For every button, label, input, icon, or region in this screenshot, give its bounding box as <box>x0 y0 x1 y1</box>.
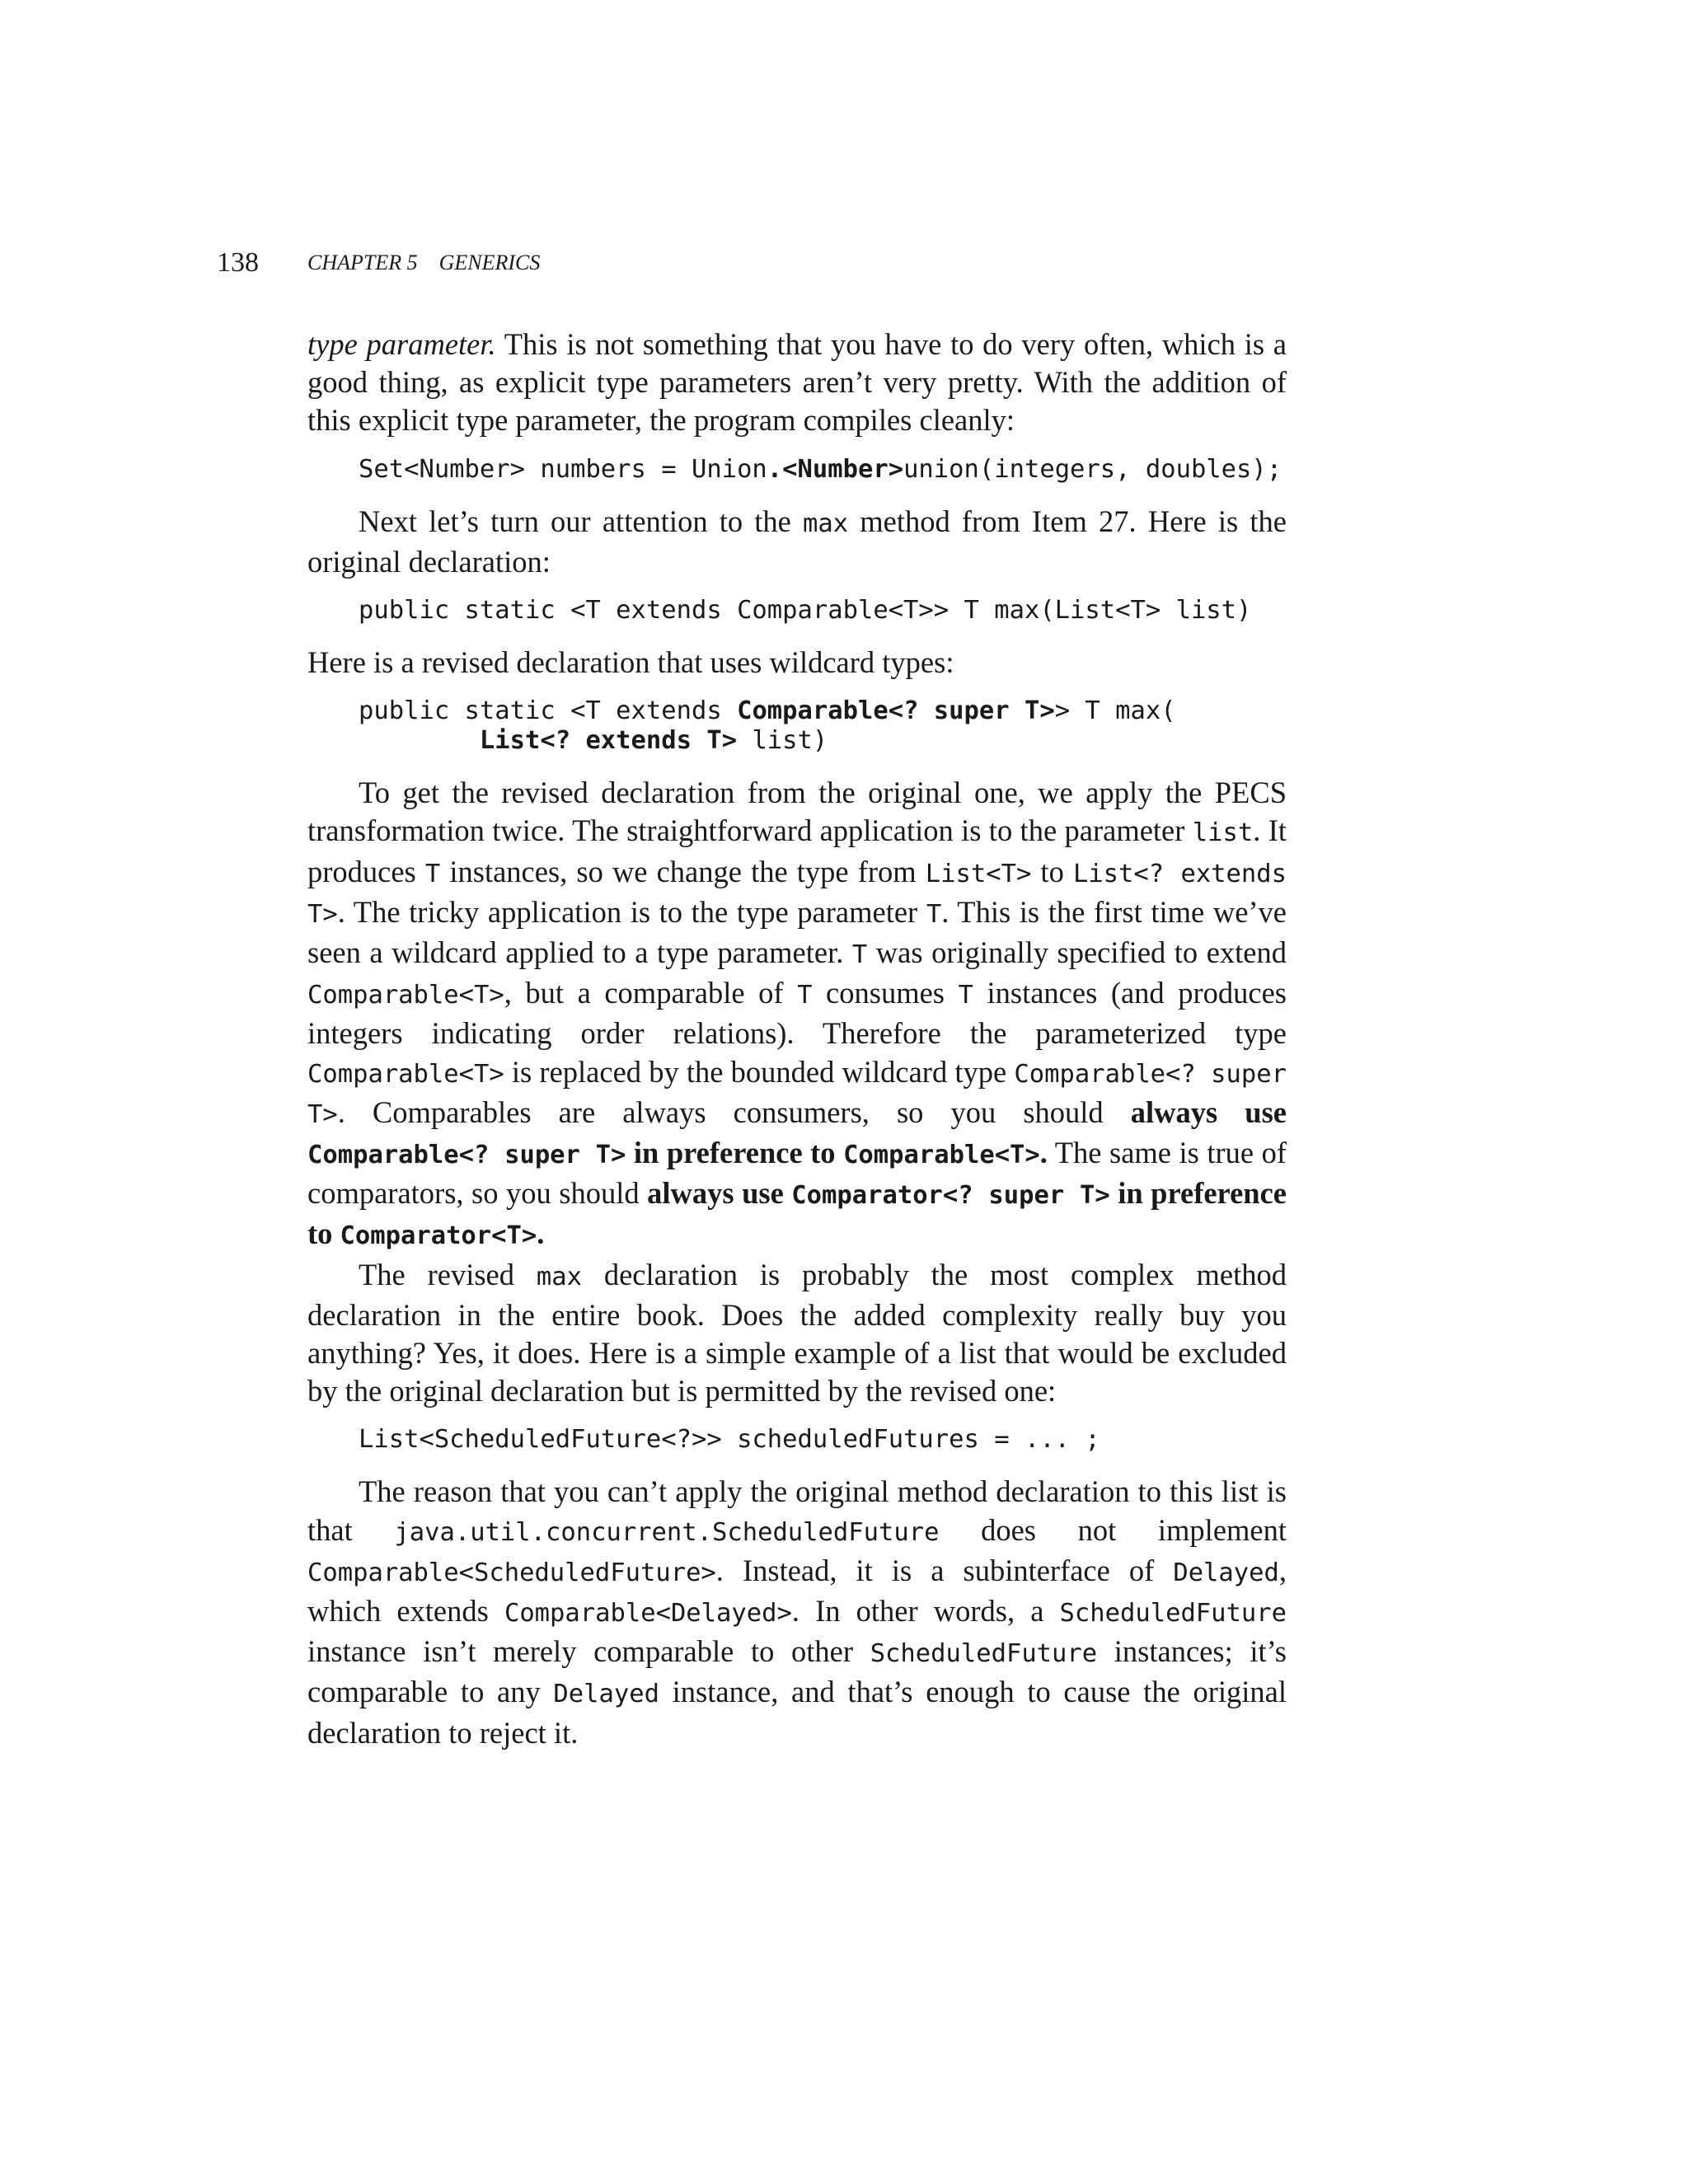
bold-advice: always use Comparator<? super T> in preference to Comparator<T>. <box>307 1176 1287 1251</box>
code-block <box>307 455 1287 485</box>
emphasis: type parameter. <box>307 327 496 361</box>
paragraph: Next let’s turn our attention to the max method from Item 27. Here is the original declaration: <box>307 504 1287 579</box>
code-block <box>307 596 1287 626</box>
inline-code: max <box>803 509 849 538</box>
code-block <box>307 1425 1287 1455</box>
paragraph: type parameter. This is not something that you have to do very often, which is a good thing, as explicit type parameters aren’t very pretty. With the addition of this explicit type parameter, the program compiles cleanly: <box>307 327 1287 438</box>
code-line: public static <T extends Comparable<T>> T max(List<T> list) <box>359 596 1252 626</box>
page-number: 138 <box>217 247 259 278</box>
paragraph: The revised max declaration is probably the most complex method declaration in the entire book. Does the added complexity really buy you anything? Yes, it does. Here is a simple example of a list that would be excluded by the original declaration but is permitted by the revised one: <box>307 1257 1287 1408</box>
chapter-label: CHAPTER 5 <box>307 251 418 274</box>
code-line: public static <T extends Comparable<? super T>> T max( <box>359 696 1176 726</box>
paragraph: To get the revised declaration from the original one, we apply the PECS transformation twice. The straightforward application is to the parameter list. It produces T instances, so we change the type from List<T> to List<? extends T>. The tricky application is to the type parameter T. This is the first time we’ve seen a wildcard applied to a type parameter. T was originally specified to extend Comparable<T>, but a comparable of T consumes T instances (and produces integers indicating order relations). Therefore the parameterized type Comparable<T> is replaced by the bounded wildcard type Comparable<? super T>. Comparables are always consumers, so you should always use Comparable<? super T> in preference to Comparable<T>. The same is true of comparators, so you should always use Comparator<? super T> in preference to Comparator<T>. <box>307 776 1287 1251</box>
running-head <box>307 251 540 275</box>
code-block <box>307 696 1287 756</box>
page-body <box>307 326 1287 1752</box>
code-line: List<? extends T> list) <box>479 726 828 756</box>
chapter-title: GENERICS <box>438 251 541 274</box>
paragraph: Here is a revised declaration that uses wildcard types: <box>307 645 954 680</box>
paragraph: The reason that you can’t apply the original method declaration to this list is that java.util.concurrent.ScheduledFuture does not implement Comparable<ScheduledFuture>. Instead, it is a subinterface of Delayed, which extends Comparable<Delayed>. In other words, a ScheduledFuture instance isn’t merely comparable to other ScheduledFuture instances; it’s comparable to any Delayed instance, and that’s enough to cause the original declaration to reject it. <box>307 1474 1287 1750</box>
code-line: List<ScheduledFuture<?>> scheduledFutures = ... ; <box>359 1425 1100 1455</box>
bold-advice: always use Comparable<? super T> in preference to Comparable<T>. <box>307 1094 1287 1170</box>
code-line: Set<Number> numbers = Union.<Number>union(integers, doubles); <box>359 454 1282 484</box>
